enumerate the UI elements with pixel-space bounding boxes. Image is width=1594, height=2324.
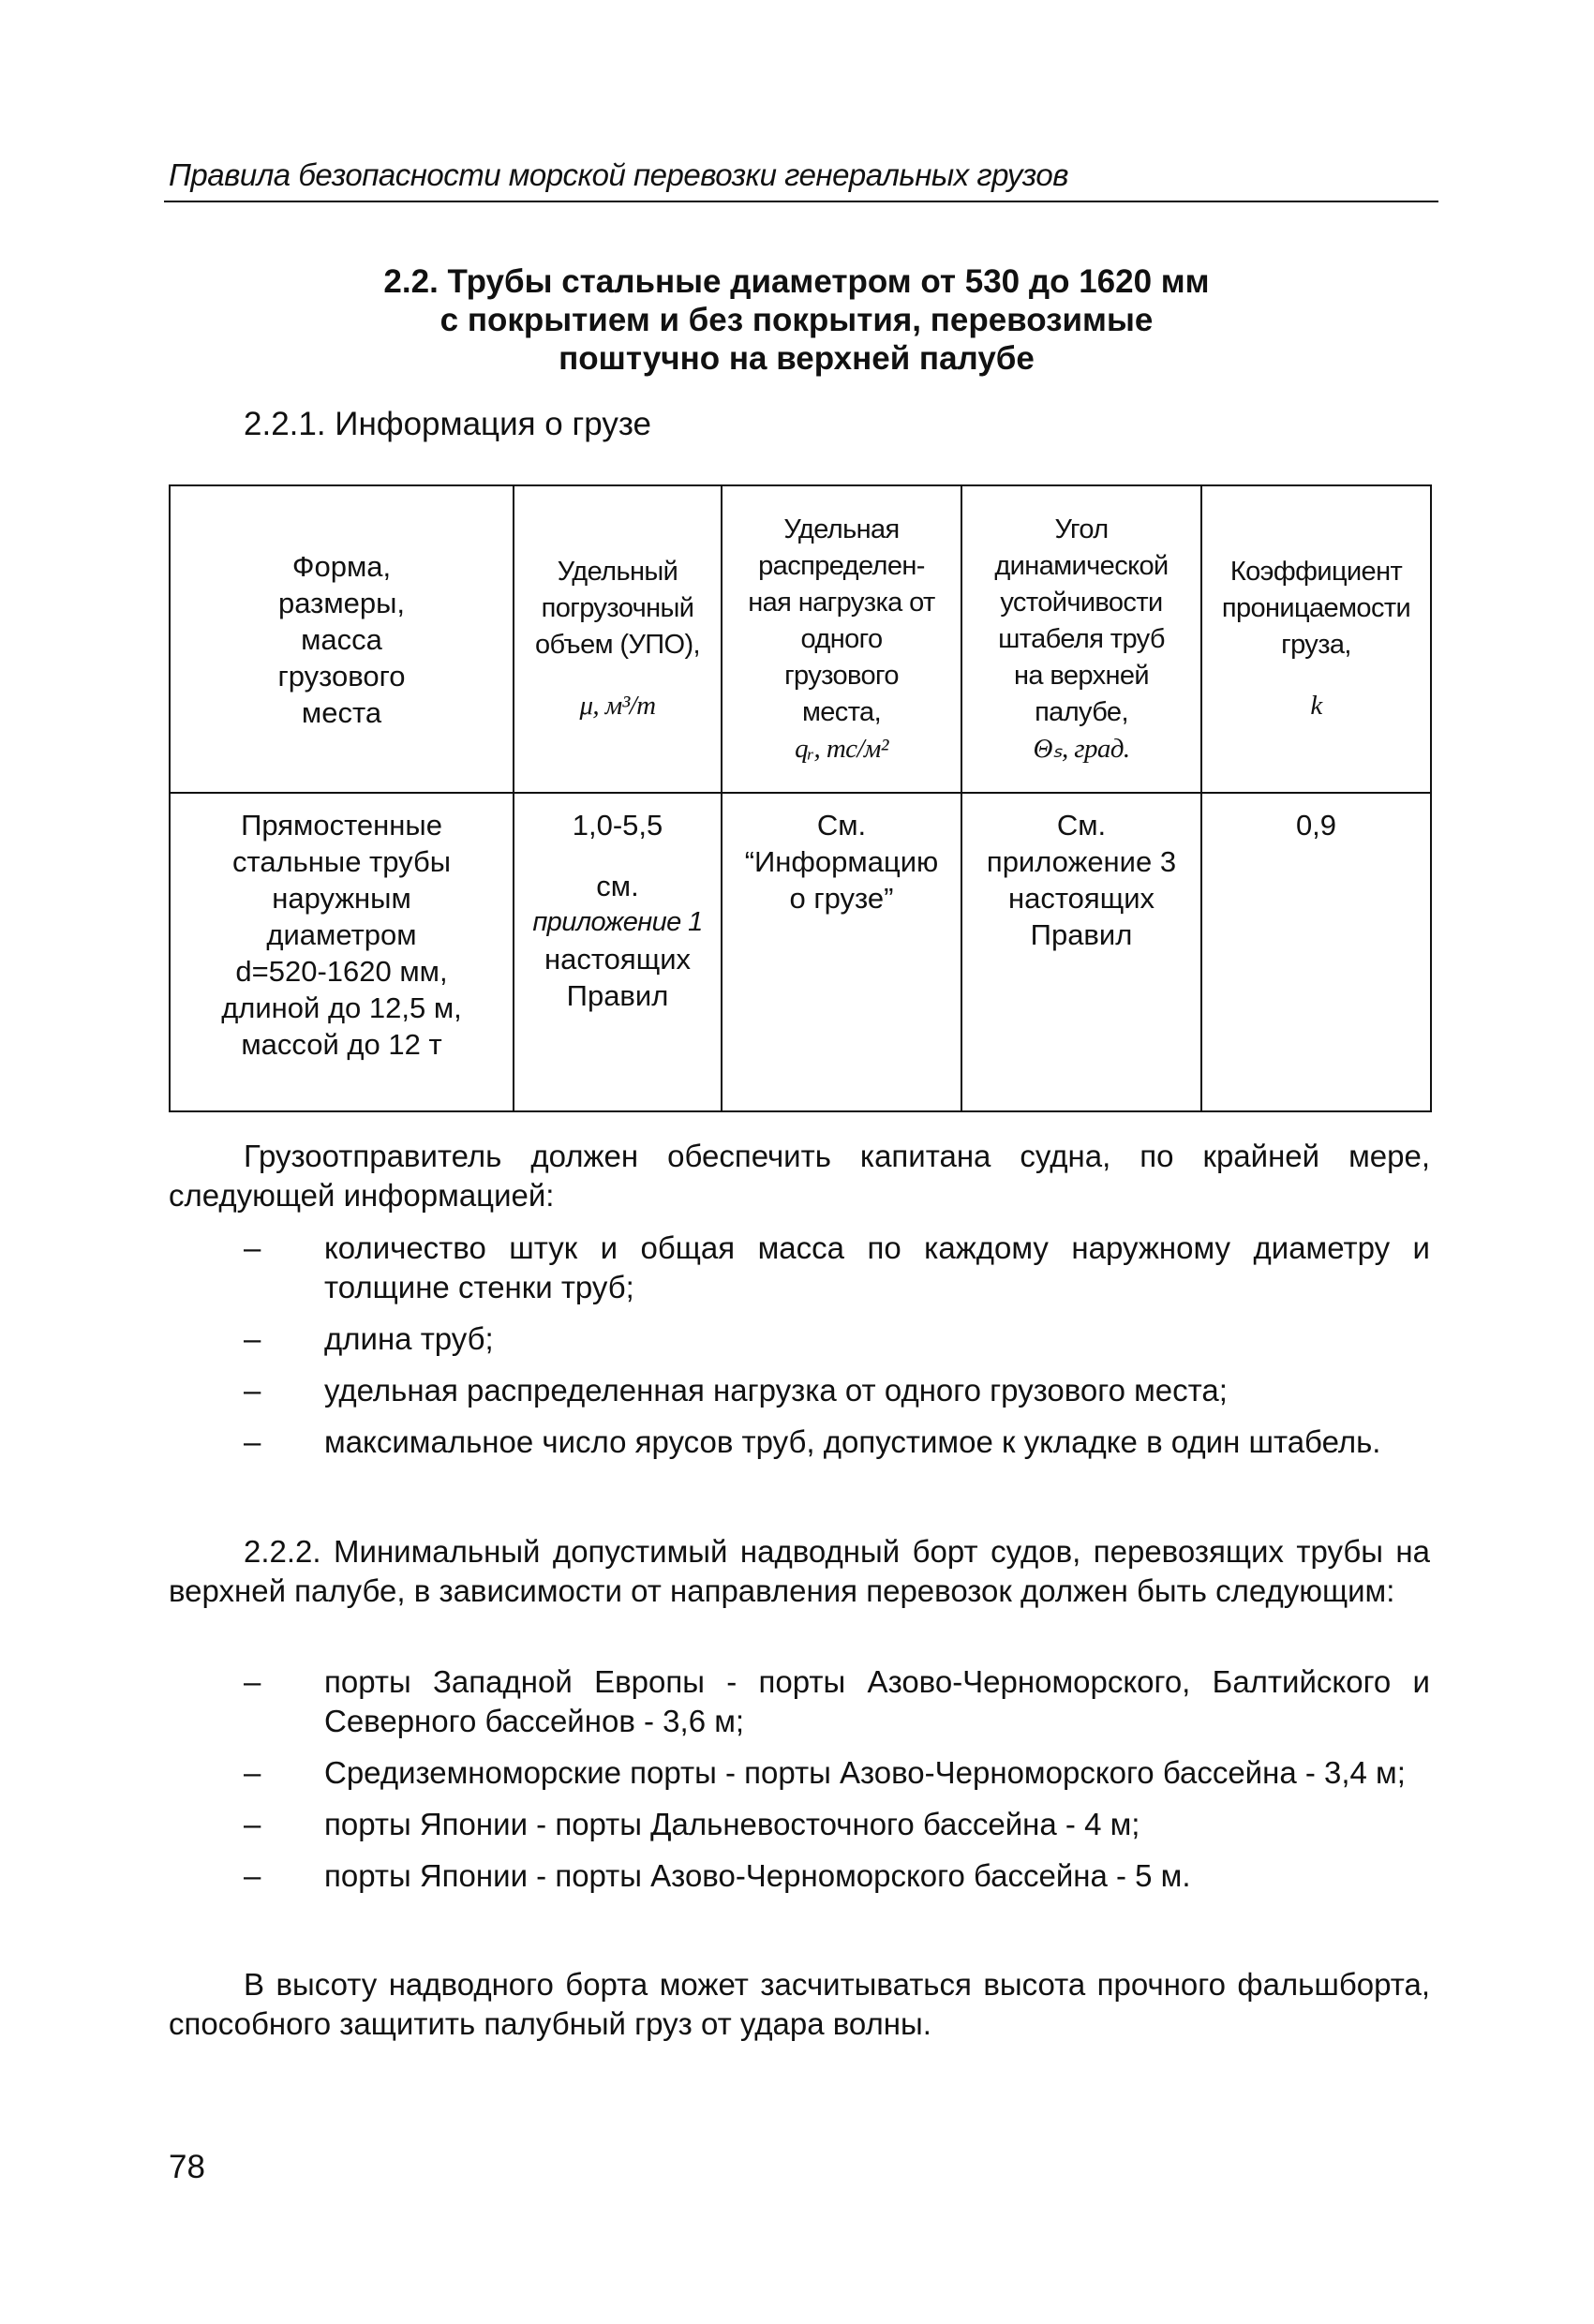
freeboard-list: [169, 1662, 1430, 1908]
section-title-line: с покрытием и без покрытия, перевозимые: [439, 302, 1154, 338]
section-title: [225, 262, 1368, 378]
cell-stowage-factor: 1,0-5,5 см. приложение 1 настоящих Правил: [514, 793, 722, 1111]
table-row: [170, 793, 1431, 1111]
paragraph-freeboard: 2.2.2. Минимальный допустимый надводный борт судов, перевозящих трубы на верхней палубе, в зависимости от направления перевозок должен быть следующим:: [169, 1534, 1430, 1608]
list-item: – порты Японии - порты Азово-Черноморского бассейна - 5 м.: [244, 1858, 1191, 1893]
section-title-line: поштучно на верхней палубе: [559, 340, 1035, 377]
cell-distributed-load: См. “Информацию о грузе”: [722, 793, 961, 1111]
running-header: Правила безопасности морской перевозки генеральных грузов: [169, 157, 1068, 192]
header-cell-form: Форма, размеры, масса грузового места: [170, 485, 514, 793]
paragraph-shipper: Грузоотправитель должен обеспечить капитана судна, по крайней мере, следующей информацией:: [169, 1139, 1430, 1213]
list-item: – порты Западной Европы - порты Азово-Черноморского, Балтийского и Северного бассейнов - 3,6 м;: [244, 1664, 1430, 1738]
section-title-line: 2.2. Трубы стальные диаметром от 530 до 1620 мм: [383, 263, 1210, 300]
list-item: – длина труб;: [244, 1321, 494, 1356]
list-item: – удельная распределенная нагрузка от одного грузового места;: [244, 1373, 1228, 1408]
cell-cargo-description: Прямостенные стальные трубы наружным диаметром d=520-1620 мм, длиной до 12,5 м, массой до 12 т: [170, 793, 514, 1111]
header-cell-distributed-load: Удельная распределен- ная нагрузка от одного грузового места, qᵣ, тс/м²: [722, 485, 961, 793]
page-number: 78: [169, 2149, 205, 2185]
shipper-info-list: [169, 1229, 1430, 1474]
list-item: – порты Японии - порты Дальневосточного бассейна - 4 м;: [244, 1807, 1140, 1841]
list-item: – Средиземноморские порты - порты Азово-Черноморского бассейна - 3,4 м;: [244, 1755, 1406, 1790]
cell-stability-angle: См. приложение 3 настоящих Правил: [961, 793, 1201, 1111]
paragraph-bulwark: В высоту надводного борта может засчитываться высота прочного фальшборта, способного защитить палубный груз от удара волны.: [169, 1967, 1430, 2041]
header-cell-permeability: Коэффициент проницаемости груза, k: [1201, 485, 1431, 793]
cargo-info-table: [169, 484, 1432, 1112]
header-cell-stability-angle: Угол динамической устойчивости штабеля труб на верхней палубе, Θₛ, град.: [961, 485, 1201, 793]
header-cell-stowage-factor: Удельный погрузочный объем (УПО), μ, м³/т: [514, 485, 722, 793]
list-item: – максимальное число ярусов труб, допустимое к укладке в один штабель.: [244, 1424, 1381, 1459]
subsection-heading: 2.2.1. Информация о грузе: [244, 406, 651, 442]
table-header-row: [170, 485, 1431, 793]
header-rule: [164, 201, 1438, 202]
list-item: – количество штук и общая масса по каждому наружному диаметру и толщине стенки труб;: [244, 1230, 1430, 1304]
cell-permeability: 0,9: [1201, 793, 1431, 1111]
